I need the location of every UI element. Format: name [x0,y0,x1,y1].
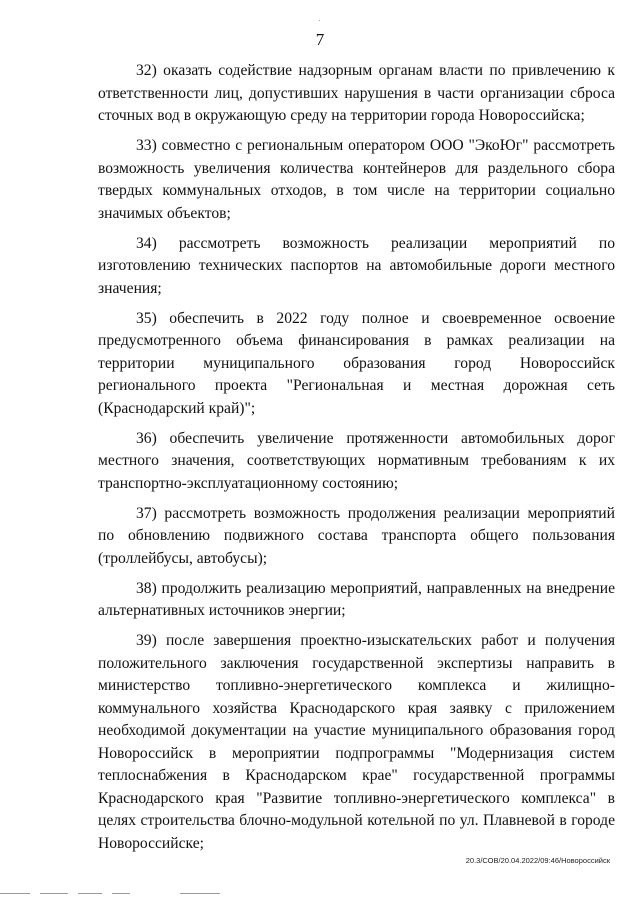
paragraph-37: 37) рассмотреть возможность продолжения реализации мероприятий по обновлению подвижного состава транспорта общего пользования (троллейбусы, автобусы); [98,504,615,567]
scan-artifact [319,20,320,21]
paragraph-38: 38) продолжить реализацию мероприятий, направленных на внедрение альтернативных источников энергии; [98,579,615,619]
document-body [98,60,615,863]
paragraph-32: 32) оказать содействие надзорным органам власти по привлечению к ответственности лиц, допустивших нарушения в части организации сброса сточных вод в окружающую среду на территории города Новороссийска; [98,62,615,124]
paragraph-33: 33) совместно с региональным оператором ООО "ЭкоЮг" рассмотреть возможность увеличения количества контейнеров для раздельного сбора твердых коммунальных отходов, в том числе на территории социально значимых объектов; [98,137,615,222]
paragraph-36: 36) обеспечить увеличение протяженности автомобильных дорог местного значения, соответствующих нормативным требованиям к их транспортно-эксплуатационному состоянию; [98,429,615,492]
paragraph-34: 34) рассмотреть возможность реализации мероприятий по изготовлению технических паспортов на автомобильные дороги местного значения; [98,234,615,297]
paragraph-39: 39) после завершения проектно-изыскательских работ и получения положительного заключения государственной экспертизы направить в министерство топливно-энергетического комплекса и жилищно-коммунального хозяйства Краснодарского края заявку с приложением необходимой документации на участие муниципального образования город Новороссийск в мероприятии подпрограммы "Модернизация систем теплоснабжения в Краснодарском крае" государственной программы Краснодарского края "Развитие топливно-энергетического комплекса" в целях строительства блочно-модульной котельной по ул. Плавневой в городе Новороссийске; [98,632,615,852]
document-registration-code: 20.3/СОВ/20.04.2022/09:46/Новороссийск [465,856,610,865]
page-number: 7 [315,30,325,49]
paragraph-35: 35) обеспечить в 2022 году полное и своевременное освоение предусмотренного объема финансирования в рамках реализации на территории муниципального образования город Новороссийск регионального проекта "Региональная и местная дорожная сеть (Краснодарский край)"; [98,309,615,417]
scan-edge-line [0,893,640,894]
